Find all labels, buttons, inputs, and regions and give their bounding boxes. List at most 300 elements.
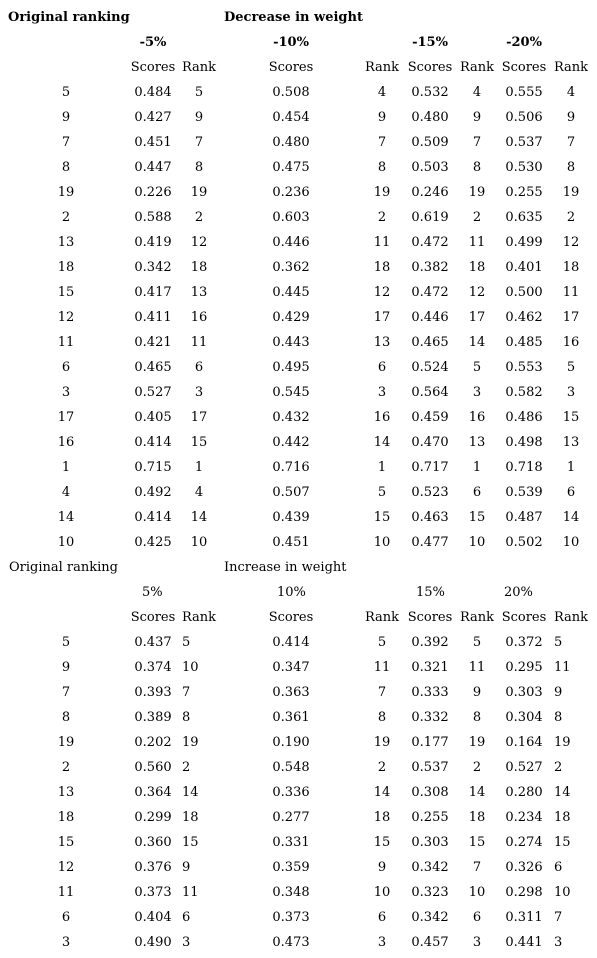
cell-rank-2: 10 (373, 885, 391, 900)
cell-score-2: 0.454 (272, 110, 310, 125)
cell-score-3: 0.303 (411, 835, 449, 850)
cell-score-3: 0.619 (411, 210, 449, 225)
cell-score-3: 0.255 (411, 810, 449, 825)
cell-score-4: 0.311 (505, 910, 543, 925)
table-row (0, 280, 597, 305)
cell-rank-3: 14 (468, 335, 486, 350)
cell-rank-4: 4 (566, 85, 576, 100)
table-row (0, 655, 597, 680)
cell-score-3: 0.524 (411, 360, 449, 375)
cell-original-rank: 5 (61, 635, 71, 650)
cell-original-rank: 2 (61, 210, 71, 225)
cell-rank-4: 14 (562, 510, 580, 525)
cell-score-3: 0.177 (411, 735, 449, 750)
cell-rank-4: 1 (566, 460, 576, 475)
cell-score-2: 0.545 (272, 385, 310, 400)
cell-rank-3: 9 (472, 685, 482, 700)
table-row (0, 755, 597, 780)
cell-score-4: 0.502 (505, 535, 543, 550)
cell-rank-4: 19 (562, 185, 580, 200)
cell-score-2: 0.361 (272, 710, 310, 725)
col-header-scores: Scores (407, 610, 453, 625)
col-header-scores: Scores (268, 60, 314, 75)
cell-score-3: 0.564 (411, 385, 449, 400)
cell-score-4: 0.298 (505, 885, 543, 900)
cell-rank-3: 14 (468, 785, 486, 800)
cell-score-4: 0.530 (505, 160, 543, 175)
cell-score-3: 0.470 (411, 435, 449, 450)
cell-score-2: 0.432 (272, 410, 310, 425)
cell-score-2: 0.445 (272, 285, 310, 300)
cell-rank-2: 1 (377, 460, 387, 475)
cell-score-4: 0.582 (505, 385, 543, 400)
cell-score-2: 0.373 (272, 910, 310, 925)
cell-score-4: 0.498 (505, 435, 543, 450)
col-header-rank: Rank (553, 60, 589, 75)
cell-rank-2: 15 (373, 510, 391, 525)
cell-score-4: 0.500 (505, 285, 543, 300)
cell-rank-4: 2 (566, 210, 576, 225)
cell-rank-1: 12 (190, 235, 208, 250)
cell-rank-1: 18 (190, 260, 208, 275)
cell-score-2: 0.603 (272, 210, 310, 225)
cell-score-2: 0.439 (272, 510, 310, 525)
cell-original-rank: 6 (61, 360, 71, 375)
table-row (0, 205, 597, 230)
cell-rank-4: 14 (554, 785, 571, 800)
cell-rank-1: 13 (190, 285, 208, 300)
cell-rank-3: 3 (472, 935, 482, 950)
increase-original-ranking-title: Original ranking (9, 560, 118, 575)
cell-rank-1: 1 (194, 460, 204, 475)
cell-rank-4: 10 (562, 535, 580, 550)
table-row (0, 380, 597, 405)
cell-original-rank: 4 (61, 485, 71, 500)
cell-rank-3: 18 (468, 810, 486, 825)
cell-rank-3: 8 (472, 710, 482, 725)
cell-rank-3: 11 (468, 660, 486, 675)
cell-original-rank: 3 (61, 385, 71, 400)
table-row (0, 505, 597, 530)
cell-score-1: 0.373 (134, 885, 172, 900)
cell-score-3: 0.480 (411, 110, 449, 125)
cell-score-4: 0.499 (505, 235, 543, 250)
cell-score-3: 0.459 (411, 410, 449, 425)
cell-rank-1: 17 (190, 410, 208, 425)
cell-rank-2: 19 (373, 185, 391, 200)
cell-original-rank: 1 (61, 460, 71, 475)
cell-score-3: 0.472 (411, 235, 449, 250)
table-row (0, 330, 597, 355)
cell-rank-3: 3 (472, 385, 482, 400)
cell-rank-3: 7 (472, 860, 482, 875)
cell-score-4: 0.441 (505, 935, 543, 950)
cell-rank-3: 6 (472, 910, 482, 925)
cell-rank-4: 7 (554, 910, 563, 925)
cell-rank-3: 11 (468, 235, 486, 250)
cell-rank-4: 13 (562, 435, 580, 450)
cell-original-rank: 13 (57, 785, 75, 800)
table-row (0, 905, 597, 930)
cell-score-2: 0.362 (272, 260, 310, 275)
cell-rank-1: 5 (182, 635, 191, 650)
cell-score-2: 0.446 (272, 235, 310, 250)
table-row (0, 305, 597, 330)
cell-rank-4: 15 (562, 410, 580, 425)
col-header-rank: Rank (181, 610, 217, 625)
cell-original-rank: 19 (57, 185, 75, 200)
cell-original-rank: 17 (57, 410, 75, 425)
cell-rank-1: 8 (194, 160, 204, 175)
cell-rank-2: 5 (377, 485, 387, 500)
cell-rank-1: 7 (182, 685, 191, 700)
cell-score-1: 0.404 (134, 910, 172, 925)
cell-rank-2: 19 (373, 735, 391, 750)
cell-score-2: 0.442 (272, 435, 310, 450)
cell-rank-4: 10 (554, 885, 571, 900)
cell-original-rank: 14 (57, 510, 75, 525)
cell-score-3: 0.477 (411, 535, 449, 550)
cell-rank-4: 8 (554, 710, 563, 725)
cell-rank-4: 6 (554, 860, 563, 875)
cell-score-3: 0.537 (411, 760, 449, 775)
cell-rank-3: 15 (468, 835, 486, 850)
cell-rank-2: 18 (373, 260, 391, 275)
cell-score-4: 0.234 (505, 810, 543, 825)
cell-original-rank: 12 (57, 310, 75, 325)
cell-rank-1: 2 (182, 760, 191, 775)
cell-rank-2: 6 (377, 910, 387, 925)
cell-score-1: 0.374 (134, 660, 172, 675)
cell-rank-4: 16 (562, 335, 580, 350)
table-row (0, 430, 597, 455)
cell-score-4: 0.718 (505, 460, 543, 475)
table-row (0, 455, 597, 480)
cell-original-rank: 5 (61, 85, 71, 100)
cell-original-rank: 10 (57, 535, 75, 550)
increase-pct-label: 10% (277, 585, 306, 600)
cell-original-rank: 19 (57, 735, 75, 750)
cell-original-rank: 9 (61, 660, 71, 675)
cell-rank-4: 11 (562, 285, 580, 300)
cell-rank-1: 5 (194, 85, 204, 100)
cell-rank-1: 6 (182, 910, 191, 925)
cell-rank-3: 1 (472, 460, 482, 475)
cell-score-1: 0.405 (134, 410, 172, 425)
cell-rank-3: 19 (468, 185, 486, 200)
col-header-rank: Rank (181, 60, 217, 75)
cell-score-1: 0.490 (134, 935, 172, 950)
increase-pct-label: 5% (142, 585, 163, 600)
cell-rank-1: 3 (194, 385, 204, 400)
cell-score-2: 0.480 (272, 135, 310, 150)
cell-original-rank: 8 (61, 160, 71, 175)
cell-score-3: 0.342 (411, 910, 449, 925)
col-header-scores: Scores (501, 60, 547, 75)
table-row (0, 805, 597, 830)
cell-score-1: 0.202 (134, 735, 172, 750)
cell-rank-1: 3 (182, 935, 191, 950)
cell-score-2: 0.236 (272, 185, 310, 200)
cell-score-2: 0.429 (272, 310, 310, 325)
cell-original-rank: 18 (57, 810, 75, 825)
cell-score-3: 0.463 (411, 510, 449, 525)
cell-score-1: 0.588 (134, 210, 172, 225)
cell-score-1: 0.447 (134, 160, 172, 175)
cell-score-2: 0.277 (272, 810, 310, 825)
cell-score-1: 0.414 (134, 510, 172, 525)
cell-score-2: 0.336 (272, 785, 310, 800)
cell-rank-3: 19 (468, 735, 486, 750)
cell-score-2: 0.443 (272, 335, 310, 350)
cell-rank-1: 14 (190, 510, 208, 525)
cell-rank-2: 16 (373, 410, 391, 425)
cell-score-1: 0.393 (134, 685, 172, 700)
cell-score-4: 0.486 (505, 410, 543, 425)
table-row (0, 405, 597, 430)
cell-score-1: 0.360 (134, 835, 172, 850)
cell-score-1: 0.715 (134, 460, 172, 475)
decrease-in-weight-title: Decrease in weight (224, 10, 363, 25)
cell-rank-1: 19 (190, 185, 208, 200)
cell-score-3: 0.532 (411, 85, 449, 100)
table-row (0, 80, 597, 105)
cell-score-1: 0.425 (134, 535, 172, 550)
cell-score-2: 0.348 (272, 885, 310, 900)
cell-original-rank: 6 (61, 910, 71, 925)
increase-pct-label: 15% (416, 585, 445, 600)
cell-score-3: 0.321 (411, 660, 449, 675)
cell-rank-3: 6 (472, 485, 482, 500)
increase-column-header-row (0, 605, 597, 630)
cell-original-rank: 11 (57, 885, 75, 900)
cell-score-2: 0.359 (272, 860, 310, 875)
cell-score-1: 0.451 (134, 135, 172, 150)
cell-score-4: 0.295 (505, 660, 543, 675)
cell-score-4: 0.537 (505, 135, 543, 150)
cell-rank-4: 2 (554, 760, 563, 775)
cell-score-1: 0.226 (134, 185, 172, 200)
cell-rank-2: 11 (373, 660, 391, 675)
cell-rank-2: 17 (373, 310, 391, 325)
cell-score-3: 0.446 (411, 310, 449, 325)
cell-rank-4: 8 (566, 160, 576, 175)
table-row (0, 130, 597, 155)
cell-score-3: 0.472 (411, 285, 449, 300)
cell-score-2: 0.414 (272, 635, 310, 650)
cell-rank-2: 13 (373, 335, 391, 350)
cell-rank-2: 12 (373, 285, 391, 300)
cell-original-rank: 15 (57, 285, 75, 300)
cell-rank-3: 13 (468, 435, 486, 450)
col-header-rank: Rank (459, 60, 495, 75)
cell-rank-2: 7 (377, 685, 387, 700)
cell-score-1: 0.484 (134, 85, 172, 100)
cell-score-3: 0.246 (411, 185, 449, 200)
col-header-scores: Scores (407, 60, 453, 75)
table-row (0, 105, 597, 130)
cell-rank-1: 11 (190, 335, 208, 350)
cell-rank-3: 10 (468, 885, 486, 900)
col-header-rank: Rank (459, 610, 495, 625)
cell-score-1: 0.389 (134, 710, 172, 725)
cell-original-rank: 3 (61, 935, 71, 950)
cell-original-rank: 15 (57, 835, 75, 850)
cell-rank-1: 2 (194, 210, 204, 225)
cell-score-2: 0.363 (272, 685, 310, 700)
table-row (0, 680, 597, 705)
cell-rank-3: 8 (472, 160, 482, 175)
cell-rank-2: 9 (377, 860, 387, 875)
cell-score-1: 0.527 (134, 385, 172, 400)
cell-rank-1: 10 (190, 535, 208, 550)
cell-score-4: 0.164 (505, 735, 543, 750)
cell-rank-3: 4 (472, 85, 482, 100)
cell-rank-4: 5 (554, 635, 563, 650)
cell-rank-1: 19 (182, 735, 199, 750)
cell-score-2: 0.473 (272, 935, 310, 950)
cell-score-4: 0.487 (505, 510, 543, 525)
table-row (0, 830, 597, 855)
cell-score-2: 0.451 (272, 535, 310, 550)
cell-score-4: 0.527 (505, 760, 543, 775)
cell-rank-3: 12 (468, 285, 486, 300)
table-row (0, 180, 597, 205)
col-header-rank: Rank (364, 610, 400, 625)
table-row (0, 230, 597, 255)
cell-score-4: 0.255 (505, 185, 543, 200)
cell-rank-4: 3 (554, 935, 563, 950)
table-row (0, 880, 597, 905)
cell-rank-3: 7 (472, 135, 482, 150)
table-row (0, 730, 597, 755)
cell-score-2: 0.507 (272, 485, 310, 500)
cell-score-1: 0.342 (134, 260, 172, 275)
cell-rank-2: 6 (377, 360, 387, 375)
cell-rank-3: 16 (468, 410, 486, 425)
cell-rank-2: 8 (377, 710, 387, 725)
cell-original-rank: 16 (57, 435, 75, 450)
cell-score-4: 0.401 (505, 260, 543, 275)
cell-rank-1: 18 (182, 810, 199, 825)
cell-rank-3: 15 (468, 510, 486, 525)
cell-rank-4: 17 (562, 310, 580, 325)
cell-rank-1: 4 (194, 485, 204, 500)
cell-rank-3: 2 (472, 210, 482, 225)
cell-rank-1: 15 (182, 835, 199, 850)
cell-original-rank: 7 (61, 685, 71, 700)
cell-score-2: 0.475 (272, 160, 310, 175)
cell-rank-4: 11 (554, 660, 571, 675)
cell-score-3: 0.392 (411, 635, 449, 650)
cell-rank-2: 18 (373, 810, 391, 825)
decrease-pct-label: -15% (412, 35, 448, 50)
cell-rank-1: 10 (182, 660, 199, 675)
cell-score-3: 0.503 (411, 160, 449, 175)
cell-score-1: 0.376 (134, 860, 172, 875)
cell-rank-4: 3 (566, 385, 576, 400)
cell-score-1: 0.492 (134, 485, 172, 500)
cell-score-1: 0.299 (134, 810, 172, 825)
cell-score-2: 0.347 (272, 660, 310, 675)
cell-rank-3: 9 (472, 110, 482, 125)
cell-rank-3: 18 (468, 260, 486, 275)
cell-score-4: 0.553 (505, 360, 543, 375)
cell-rank-2: 8 (377, 160, 387, 175)
decrease-column-header-row (0, 55, 597, 80)
cell-score-2: 0.190 (272, 735, 310, 750)
cell-score-3: 0.717 (411, 460, 449, 475)
cell-score-4: 0.635 (505, 210, 543, 225)
cell-rank-2: 3 (377, 385, 387, 400)
cell-rank-4: 18 (562, 260, 580, 275)
cell-score-2: 0.716 (272, 460, 310, 475)
cell-score-3: 0.382 (411, 260, 449, 275)
cell-rank-4: 19 (554, 735, 571, 750)
increase-in-weight-title: Increase in weight (224, 560, 347, 575)
cell-rank-1: 6 (194, 360, 204, 375)
cell-score-4: 0.372 (505, 635, 543, 650)
cell-rank-2: 2 (377, 760, 387, 775)
cell-score-1: 0.560 (134, 760, 172, 775)
increase-pct-label: 20% (504, 585, 533, 600)
decrease-original-ranking-title: Original ranking (8, 10, 130, 25)
cell-rank-2: 2 (377, 210, 387, 225)
cell-rank-3: 5 (472, 360, 482, 375)
cell-score-4: 0.274 (505, 835, 543, 850)
table-row (0, 705, 597, 730)
cell-original-rank: 2 (61, 760, 71, 775)
cell-score-3: 0.333 (411, 685, 449, 700)
cell-rank-3: 17 (468, 310, 486, 325)
cell-score-1: 0.419 (134, 235, 172, 250)
cell-original-rank: 7 (61, 135, 71, 150)
cell-score-1: 0.417 (134, 285, 172, 300)
decrease-pct-label: -10% (273, 35, 309, 50)
cell-score-3: 0.523 (411, 485, 449, 500)
cell-rank-4: 18 (554, 810, 571, 825)
cell-score-1: 0.414 (134, 435, 172, 450)
cell-score-3: 0.332 (411, 710, 449, 725)
cell-rank-1: 8 (182, 710, 191, 725)
cell-original-rank: 12 (57, 860, 75, 875)
cell-rank-3: 2 (472, 760, 482, 775)
cell-rank-4: 5 (566, 360, 576, 375)
col-header-scores: Scores (268, 610, 314, 625)
table-row (0, 155, 597, 180)
cell-rank-4: 15 (554, 835, 571, 850)
cell-score-1: 0.437 (134, 635, 172, 650)
cell-score-3: 0.509 (411, 135, 449, 150)
cell-rank-3: 10 (468, 535, 486, 550)
cell-rank-1: 9 (182, 860, 191, 875)
cell-rank-2: 3 (377, 935, 387, 950)
cell-original-rank: 8 (61, 710, 71, 725)
decrease-pct-label: -20% (506, 35, 542, 50)
cell-rank-4: 6 (566, 485, 576, 500)
cell-rank-1: 11 (182, 885, 199, 900)
col-header-scores: Scores (130, 610, 176, 625)
cell-score-4: 0.539 (505, 485, 543, 500)
cell-score-4: 0.485 (505, 335, 543, 350)
cell-score-2: 0.331 (272, 835, 310, 850)
cell-rank-4: 12 (562, 235, 580, 250)
cell-score-4: 0.304 (505, 710, 543, 725)
table-row (0, 530, 597, 555)
table-row (0, 630, 597, 655)
cell-rank-2: 14 (373, 435, 391, 450)
cell-rank-2: 10 (373, 535, 391, 550)
